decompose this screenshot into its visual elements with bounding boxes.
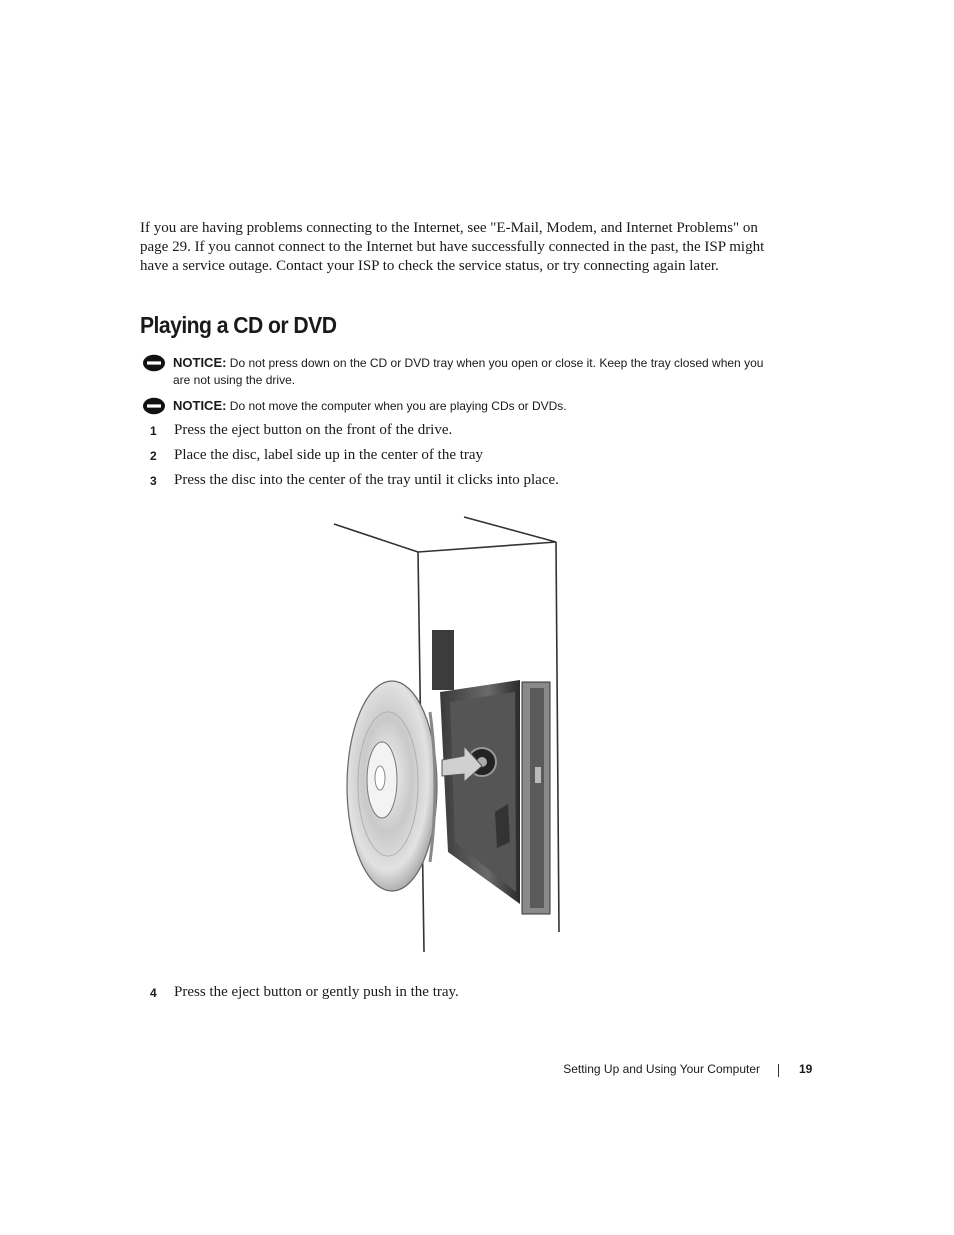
- step-text: Press the eject button or gently push in the tray.: [174, 984, 459, 1000]
- intro-paragraph: If you are having problems connecting to the Internet, see "E-Mail, Modem, and Internet Problems" on page 29. If you cannot connect to the Internet but have successfully connected in the past, the ISP might have a service outage. Contact your ISP to check the service status, or try connecting again later.: [140, 220, 765, 274]
- notice-label: NOTICE:: [173, 355, 227, 370]
- notice-icon: [142, 397, 166, 415]
- step-text: Press the eject button on the front of the drive.: [174, 422, 453, 438]
- step-text: Press the disc into the center of the tray until it clicks into place.: [174, 472, 559, 488]
- step-number: 1: [150, 424, 157, 438]
- notice-label: NOTICE:: [173, 398, 227, 413]
- footer-separator: [778, 1064, 779, 1077]
- step-number: 4: [150, 986, 157, 1000]
- footer-title: Setting Up and Using Your Computer: [563, 1062, 760, 1076]
- step-number: 2: [150, 449, 157, 463]
- notice-icon: [142, 354, 166, 372]
- step-number: 3: [150, 474, 157, 488]
- page-number: 19: [799, 1062, 813, 1076]
- step-text: Place the disc, label side up in the center of the tray: [174, 447, 484, 463]
- notice-text: Do not move the computer when you are playing CDs or DVDs.: [229, 399, 567, 413]
- cd-insert-illustration: [330, 512, 570, 958]
- notice-text: Do not press down on the CD or DVD tray when you open or close it. Keep the tray closed when you are not using the drive.: [173, 356, 764, 387]
- cd-disc: [347, 681, 437, 891]
- section-heading: Playing a CD or DVD: [140, 312, 337, 338]
